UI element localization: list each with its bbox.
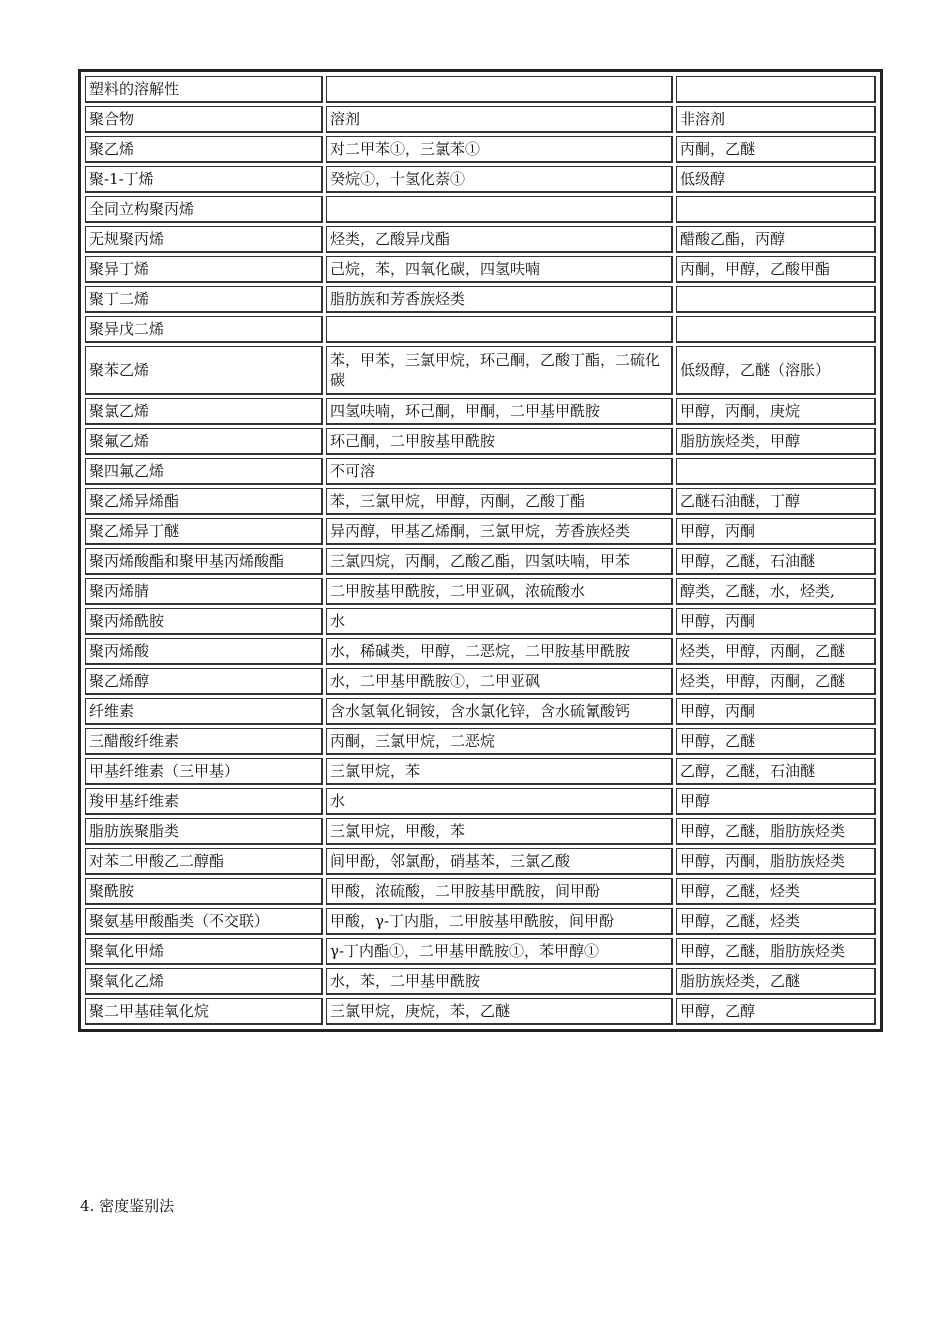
non-solvent-cell: 脂肪族烃类，乙醚: [676, 968, 876, 995]
polymer-cell: 甲基纤维素（三甲基）: [85, 758, 323, 785]
non-solvent-cell: 非溶剂: [676, 106, 876, 133]
table-row: [85, 968, 876, 995]
polymer-cell: 聚乙烯: [85, 136, 323, 163]
non-solvent-cell: 脂肪族烃类，甲醇: [676, 428, 876, 455]
non-solvent-cell: 甲醇，乙醚，脂肪族烃类: [676, 818, 876, 845]
solvent-cell: 三氯甲烷，甲酸，苯: [326, 818, 673, 845]
table-row: [85, 908, 876, 935]
non-solvent-cell: [676, 458, 876, 485]
non-solvent-cell: 甲醇，丙酮，脂肪族烃类: [676, 848, 876, 875]
non-solvent-cell: 甲醇，丙酮: [676, 608, 876, 635]
solvent-cell: 己烷，苯，四氧化碳，四氢呋喃: [326, 256, 673, 283]
polymer-cell: 聚丙烯酸: [85, 638, 323, 665]
non-solvent-cell: 低级醇: [676, 166, 876, 193]
polymer-cell: 聚酰胺: [85, 878, 323, 905]
non-solvent-cell: 丙酮，甲醇，乙酸甲酯: [676, 256, 876, 283]
table-row: [85, 818, 876, 845]
solvent-cell: [326, 196, 673, 223]
solvent-cell: 三氯甲烷，庚烷，苯，乙醚: [326, 998, 673, 1025]
polymer-cell: 聚苯乙烯: [85, 346, 323, 395]
non-solvent-cell: 甲醇，丙酮，庚烷: [676, 398, 876, 425]
solvent-cell: 苯，三氯甲烷，甲醇，丙酮，乙酸丁酯: [326, 488, 673, 515]
non-solvent-cell: 醇类，乙醚，水，烃类,: [676, 578, 876, 605]
solvent-cell: 四氢呋喃，环己酮，甲酮，二甲基甲酰胺: [326, 398, 673, 425]
table-row: [85, 346, 876, 395]
table-row: [85, 638, 876, 665]
table-row: [85, 196, 876, 223]
polymer-cell: 无规聚丙烯: [85, 226, 323, 253]
polymer-cell: 聚合物: [85, 106, 323, 133]
solvent-cell: 异丙醇，甲基乙烯酮，三氯甲烷，芳香族烃类: [326, 518, 673, 545]
table-row: [85, 226, 876, 253]
table-row: [85, 548, 876, 575]
solvent-cell: 间甲酚，邻氯酚，硝基苯，三氯乙酸: [326, 848, 673, 875]
solvent-cell: 烃类，乙酸异戊酯: [326, 226, 673, 253]
table-row: [85, 488, 876, 515]
table-row: [85, 848, 876, 875]
table-row: [85, 878, 876, 905]
table-row: [85, 166, 876, 193]
non-solvent-cell: 低级醇，乙醚（溶胀）: [676, 346, 876, 395]
solvent-cell: 水，苯，二甲基甲酰胺: [326, 968, 673, 995]
polymer-cell: 聚丁二烯: [85, 286, 323, 313]
polymer-cell: 聚丙烯酸酯和聚甲基丙烯酸酯: [85, 548, 323, 575]
non-solvent-cell: [676, 76, 876, 103]
polymer-cell: 聚丙烯腈: [85, 578, 323, 605]
solvent-cell: 二甲胺基甲酰胺，二甲亚砜，浓硫酸水: [326, 578, 673, 605]
non-solvent-cell: [676, 196, 876, 223]
section-heading: 4. 密度鉴别法: [80, 1197, 175, 1215]
non-solvent-cell: 甲醇: [676, 788, 876, 815]
non-solvent-cell: 丙酮，乙醚: [676, 136, 876, 163]
solvent-cell: γ-丁内酯①，二甲基甲酰胺①，苯甲醇①: [326, 938, 673, 965]
table-row: [85, 256, 876, 283]
table-row: [85, 938, 876, 965]
solvent-cell: 水，二甲基甲酰胺①，二甲亚砜: [326, 668, 673, 695]
polymer-cell: 全同立构聚丙烯: [85, 196, 323, 223]
polymer-cell: 对苯二甲酸乙二醇酯: [85, 848, 323, 875]
non-solvent-cell: 烃类，甲醇，丙酮，乙醚: [676, 668, 876, 695]
solvent-cell: 对二甲苯①，三氯苯①: [326, 136, 673, 163]
table-row: [85, 428, 876, 455]
solvent-cell: 水: [326, 788, 673, 815]
table-row: [85, 998, 876, 1025]
table-row: [85, 788, 876, 815]
solvent-cell: 水: [326, 608, 673, 635]
non-solvent-cell: 甲醇，丙酮: [676, 518, 876, 545]
polymer-cell: 聚氟乙烯: [85, 428, 323, 455]
solvent-cell: 苯，甲苯，三氯甲烷，环己酮，乙酸丁酯，二硫化碳: [326, 346, 673, 395]
solubility-table: [82, 73, 879, 1028]
non-solvent-cell: 乙醚石油醚，丁醇: [676, 488, 876, 515]
table-header-row: [85, 106, 876, 133]
table-row: [85, 578, 876, 605]
table-row: [85, 518, 876, 545]
non-solvent-cell: 甲醇，乙醇: [676, 998, 876, 1025]
polymer-cell: 聚乙烯异丁醚: [85, 518, 323, 545]
non-solvent-cell: 甲醇，乙醚，脂肪族烃类: [676, 938, 876, 965]
non-solvent-cell: 甲醇，乙醚，烃类: [676, 908, 876, 935]
table-row: [85, 698, 876, 725]
polymer-cell: 纤维素: [85, 698, 323, 725]
non-solvent-cell: 甲醇，丙酮: [676, 698, 876, 725]
non-solvent-cell: 甲醇，乙醚，烃类: [676, 878, 876, 905]
solvent-cell: 丙酮，三氯甲烷，二恶烷: [326, 728, 673, 755]
table-row: [85, 758, 876, 785]
polymer-cell: 聚氧化甲烯: [85, 938, 323, 965]
polymer-cell: 聚二甲基硅氧化烷: [85, 998, 323, 1025]
solvent-cell: [326, 76, 673, 103]
table-row: [85, 286, 876, 313]
polymer-cell: 聚异丁烯: [85, 256, 323, 283]
solvent-cell: 溶剂: [326, 106, 673, 133]
polymer-cell: 三醋酸纤维素: [85, 728, 323, 755]
non-solvent-cell: [676, 316, 876, 343]
table-row: [85, 136, 876, 163]
table-row: [85, 728, 876, 755]
solvent-cell: 癸烷①，十氢化萘①: [326, 166, 673, 193]
solvent-cell: 水，稀碱类，甲醇，二恶烷，二甲胺基甲酰胺: [326, 638, 673, 665]
non-solvent-cell: 甲醇，乙醚: [676, 728, 876, 755]
table-row: [85, 316, 876, 343]
solvent-cell: 三氯四烷，丙酮，乙酸乙酯，四氢呋喃，甲苯: [326, 548, 673, 575]
solvent-cell: 甲酸，浓硫酸，二甲胺基甲酰胺，间甲酚: [326, 878, 673, 905]
polymer-cell: 聚丙烯酰胺: [85, 608, 323, 635]
solvent-cell: 环己酮，二甲胺基甲酰胺: [326, 428, 673, 455]
solvent-cell: 不可溶: [326, 458, 673, 485]
polymer-cell: 聚乙烯异烯酯: [85, 488, 323, 515]
polymer-cell: 聚氨基甲酸酯类（不交联）: [85, 908, 323, 935]
table-title-row: [85, 76, 876, 103]
non-solvent-cell: 烃类，甲醇，丙酮，乙醚: [676, 638, 876, 665]
solvent-cell: 三氯甲烷，苯: [326, 758, 673, 785]
solvent-cell: 脂肪族和芳香族烃类: [326, 286, 673, 313]
polymer-cell: 聚异戊二烯: [85, 316, 323, 343]
solubility-table-frame: [78, 69, 883, 1032]
polymer-cell: 脂肪族聚脂类: [85, 818, 323, 845]
table-row: [85, 458, 876, 485]
polymer-cell: 聚氧化乙烯: [85, 968, 323, 995]
table-body: [85, 76, 876, 1025]
polymer-cell: 聚氯乙烯: [85, 398, 323, 425]
polymer-cell: 聚乙烯醇: [85, 668, 323, 695]
non-solvent-cell: 甲醇，乙醚，石油醚: [676, 548, 876, 575]
polymer-cell: 聚-1-丁烯: [85, 166, 323, 193]
polymer-cell: 羧甲基纤维素: [85, 788, 323, 815]
polymer-cell: 聚四氟乙烯: [85, 458, 323, 485]
table-row: [85, 398, 876, 425]
polymer-cell: 塑料的溶解性: [85, 76, 323, 103]
solvent-cell: [326, 316, 673, 343]
solvent-cell: 含水氢氧化铜铵，含水氯化锌，含水硫氰酸钙: [326, 698, 673, 725]
non-solvent-cell: [676, 286, 876, 313]
table-row: [85, 668, 876, 695]
non-solvent-cell: 乙醇，乙醚，石油醚: [676, 758, 876, 785]
table-row: [85, 608, 876, 635]
non-solvent-cell: 醋酸乙酯，丙醇: [676, 226, 876, 253]
solvent-cell: 甲酸，γ-丁内脂，二甲胺基甲酰胺，间甲酚: [326, 908, 673, 935]
